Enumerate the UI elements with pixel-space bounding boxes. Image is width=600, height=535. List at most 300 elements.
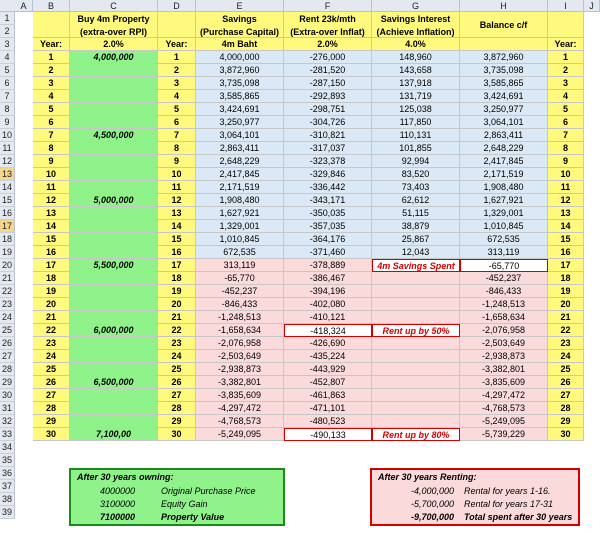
property-value-cell[interactable]: 4,000,000: [70, 51, 158, 64]
balance-cell[interactable]: 1,627,921: [460, 194, 548, 207]
interest-cell[interactable]: 51,115: [372, 207, 460, 220]
balance-cell[interactable]: 672,535: [460, 233, 548, 246]
header-year-right[interactable]: Year:: [548, 38, 584, 51]
row-header-16[interactable]: 16: [0, 207, 15, 220]
property-value-cell[interactable]: 4,500,000: [70, 129, 158, 142]
year-cell[interactable]: 8: [158, 142, 196, 155]
balance-cell[interactable]: 2,648,229: [460, 142, 548, 155]
balance-cell[interactable]: -5,739,229: [460, 428, 548, 441]
year-cell[interactable]: 3: [33, 77, 70, 90]
savings-cell[interactable]: 1,329,001: [196, 220, 284, 233]
balance-cell[interactable]: 313,119: [460, 246, 548, 259]
year-cell[interactable]: 2: [33, 64, 70, 77]
header-buy-property-line2[interactable]: (extra-over RPI): [70, 26, 158, 38]
row-header-17[interactable]: 17: [0, 220, 15, 233]
year-cell[interactable]: 14: [33, 220, 70, 233]
interest-cell[interactable]: [372, 363, 460, 376]
rent-cell[interactable]: -323,378: [284, 155, 372, 168]
year-cell[interactable]: 1: [548, 51, 584, 64]
savings-cell[interactable]: -452,237: [196, 285, 284, 298]
balance-cell[interactable]: 3,064,101: [460, 116, 548, 129]
savings-cell[interactable]: 3,424,691: [196, 103, 284, 116]
savings-cell[interactable]: 3,872,960: [196, 64, 284, 77]
row-header-24[interactable]: 24: [0, 311, 15, 324]
header-balance[interactable]: Balance c/f: [460, 12, 548, 38]
balance-cell[interactable]: 2,863,411: [460, 129, 548, 142]
property-value-cell[interactable]: [70, 350, 158, 363]
year-cell[interactable]: 24: [548, 350, 584, 363]
year-cell[interactable]: 26: [548, 376, 584, 389]
year-cell[interactable]: 27: [158, 389, 196, 402]
annotation-note[interactable]: Rent up by 80%: [372, 428, 460, 441]
year-cell[interactable]: 26: [158, 376, 196, 389]
row-header-10[interactable]: 10: [0, 129, 15, 142]
rent-cell[interactable]: -292,893: [284, 90, 372, 103]
balance-cell[interactable]: -452,237: [460, 272, 548, 285]
year-cell[interactable]: 24: [158, 350, 196, 363]
year-cell[interactable]: 16: [158, 246, 196, 259]
year-cell[interactable]: 17: [33, 259, 70, 272]
property-value-cell[interactable]: [70, 233, 158, 246]
savings-cell[interactable]: 1,627,921: [196, 207, 284, 220]
year-cell[interactable]: 4: [158, 90, 196, 103]
interest-cell[interactable]: 62,612: [372, 194, 460, 207]
row-header-28[interactable]: 28: [0, 363, 15, 376]
year-cell[interactable]: 17: [158, 259, 196, 272]
balance-cell[interactable]: -4,768,573: [460, 402, 548, 415]
owning-value-2[interactable]: 3100000: [99, 499, 135, 509]
property-value-cell[interactable]: 6,500,000: [70, 376, 158, 389]
year-cell[interactable]: 6: [158, 116, 196, 129]
column-header-g[interactable]: G: [372, 0, 460, 12]
row-header-18[interactable]: 18: [0, 233, 15, 246]
interest-cell[interactable]: 92,994: [372, 155, 460, 168]
rent-cell[interactable]: -490,133: [284, 428, 372, 441]
property-value-cell[interactable]: [70, 168, 158, 181]
year-cell[interactable]: 30: [548, 428, 584, 441]
year-cell[interactable]: 4: [33, 90, 70, 103]
savings-cell[interactable]: 1,010,845: [196, 233, 284, 246]
row-header-5[interactable]: 5: [0, 64, 15, 77]
property-value-cell[interactable]: [70, 311, 158, 324]
property-value-cell[interactable]: [70, 142, 158, 155]
savings-cell[interactable]: 1,908,480: [196, 194, 284, 207]
rent-cell[interactable]: -357,035: [284, 220, 372, 233]
property-value-cell[interactable]: [70, 246, 158, 259]
column-header-e[interactable]: E: [196, 0, 284, 12]
row-header-12[interactable]: 12: [0, 155, 15, 168]
year-cell[interactable]: 1: [33, 51, 70, 64]
property-value-cell[interactable]: 5,000,000: [70, 194, 158, 207]
interest-cell[interactable]: [372, 298, 460, 311]
row-header-15[interactable]: 15: [0, 194, 15, 207]
savings-cell[interactable]: -1,248,513: [196, 311, 284, 324]
savings-cell[interactable]: 3,735,098: [196, 77, 284, 90]
savings-cell[interactable]: 672,535: [196, 246, 284, 259]
row-header-31[interactable]: 31: [0, 402, 15, 415]
row-header-1[interactable]: 1: [0, 12, 15, 25]
property-value-cell[interactable]: 7,100,00: [70, 428, 158, 441]
balance-cell[interactable]: -65,770: [460, 259, 548, 272]
savings-cell[interactable]: 313,119: [196, 259, 284, 272]
year-cell[interactable]: 9: [33, 155, 70, 168]
header-year-mid[interactable]: Year:: [158, 38, 196, 51]
interest-cell[interactable]: 73,403: [372, 181, 460, 194]
interest-cell[interactable]: 143,658: [372, 64, 460, 77]
year-cell[interactable]: 23: [33, 337, 70, 350]
row-header-4[interactable]: 4: [0, 51, 15, 64]
year-cell[interactable]: 11: [158, 181, 196, 194]
rent-cell[interactable]: -394,196: [284, 285, 372, 298]
balance-cell[interactable]: 2,171,519: [460, 168, 548, 181]
balance-cell[interactable]: -1,248,513: [460, 298, 548, 311]
savings-cell[interactable]: -4,297,472: [196, 402, 284, 415]
balance-cell[interactable]: 3,585,865: [460, 77, 548, 90]
rent-cell[interactable]: -317,037: [284, 142, 372, 155]
row-header-35[interactable]: 35: [0, 454, 15, 467]
header-buy-property-rate[interactable]: 2.0%: [70, 38, 158, 51]
row-header-8[interactable]: 8: [0, 103, 15, 116]
property-value-cell[interactable]: [70, 272, 158, 285]
rent-cell[interactable]: -281,520: [284, 64, 372, 77]
column-header-i[interactable]: I: [548, 0, 584, 12]
year-cell[interactable]: 5: [33, 103, 70, 116]
property-value-cell[interactable]: [70, 181, 158, 194]
header-year-left[interactable]: Year:: [33, 38, 70, 51]
year-cell[interactable]: 20: [548, 298, 584, 311]
row-header-36[interactable]: 36: [0, 467, 15, 480]
year-cell[interactable]: 25: [158, 363, 196, 376]
renting-value-1[interactable]: -4,000,000: [410, 486, 454, 496]
owning-label-3[interactable]: Property Value: [161, 512, 225, 522]
interest-cell[interactable]: 101,855: [372, 142, 460, 155]
year-cell[interactable]: 3: [548, 77, 584, 90]
rent-cell[interactable]: -418,324: [284, 324, 372, 337]
savings-cell[interactable]: -3,382,801: [196, 376, 284, 389]
owning-value-3[interactable]: 7100000: [99, 512, 135, 522]
balance-cell[interactable]: 3,735,098: [460, 64, 548, 77]
header-buy-property-line1[interactable]: Buy 4m Property: [70, 12, 158, 26]
row-header-27[interactable]: 27: [0, 350, 15, 363]
balance-cell[interactable]: 3,424,691: [460, 90, 548, 103]
year-cell[interactable]: 2: [548, 64, 584, 77]
year-cell[interactable]: 3: [158, 77, 196, 90]
row-header-29[interactable]: 29: [0, 376, 15, 389]
owning-summary-title[interactable]: After 30 years owning:: [77, 472, 174, 482]
property-value-cell[interactable]: 6,000,000: [70, 324, 158, 337]
year-cell[interactable]: 10: [548, 168, 584, 181]
year-cell[interactable]: 11: [548, 181, 584, 194]
property-value-cell[interactable]: [70, 363, 158, 376]
row-header-14[interactable]: 14: [0, 181, 15, 194]
rent-cell[interactable]: -336,442: [284, 181, 372, 194]
savings-cell[interactable]: -4,768,573: [196, 415, 284, 428]
savings-cell[interactable]: 3,585,865: [196, 90, 284, 103]
year-cell[interactable]: 29: [548, 415, 584, 428]
owning-label-2[interactable]: Equity Gain: [161, 499, 208, 509]
year-cell[interactable]: 25: [548, 363, 584, 376]
year-cell[interactable]: 28: [158, 402, 196, 415]
column-header-j[interactable]: J: [584, 0, 600, 12]
rent-cell[interactable]: -402,080: [284, 298, 372, 311]
header-year-left-spacer[interactable]: [33, 12, 70, 38]
header-interest-rate[interactable]: 4.0%: [372, 38, 460, 51]
interest-cell[interactable]: 12,043: [372, 246, 460, 259]
interest-cell[interactable]: [372, 337, 460, 350]
year-cell[interactable]: 9: [158, 155, 196, 168]
row-header-30[interactable]: 30: [0, 389, 15, 402]
year-cell[interactable]: 8: [548, 142, 584, 155]
renting-value-3[interactable]: -9,700,000: [410, 512, 454, 522]
header-savings-line1[interactable]: Savings: [196, 12, 284, 26]
property-value-cell[interactable]: [70, 389, 158, 402]
row-header-25[interactable]: 25: [0, 324, 15, 337]
row-header-38[interactable]: 38: [0, 493, 15, 506]
property-value-cell[interactable]: [70, 337, 158, 350]
rent-cell[interactable]: -329,846: [284, 168, 372, 181]
savings-cell[interactable]: -2,503,649: [196, 350, 284, 363]
year-cell[interactable]: 27: [548, 389, 584, 402]
balance-cell[interactable]: -5,249,095: [460, 415, 548, 428]
header-rent-line1[interactable]: Rent 23k/mth: [284, 12, 372, 26]
savings-cell[interactable]: 2,171,519: [196, 181, 284, 194]
balance-cell[interactable]: -2,938,873: [460, 350, 548, 363]
row-header-26[interactable]: 26: [0, 337, 15, 350]
year-cell[interactable]: 23: [548, 337, 584, 350]
header-interest-line1[interactable]: Savings Interest: [372, 12, 460, 26]
year-cell[interactable]: 6: [548, 116, 584, 129]
year-cell[interactable]: 14: [548, 220, 584, 233]
property-value-cell[interactable]: [70, 155, 158, 168]
row-header-6[interactable]: 6: [0, 77, 15, 90]
interest-cell[interactable]: 131,719: [372, 90, 460, 103]
rent-cell[interactable]: -378,889: [284, 259, 372, 272]
savings-cell[interactable]: 4,000,000: [196, 51, 284, 64]
year-cell[interactable]: 28: [548, 402, 584, 415]
rent-cell[interactable]: -371,460: [284, 246, 372, 259]
year-cell[interactable]: 22: [158, 324, 196, 337]
year-cell[interactable]: 17: [548, 259, 584, 272]
balance-cell[interactable]: -2,503,649: [460, 337, 548, 350]
balance-cell[interactable]: -4,297,472: [460, 389, 548, 402]
year-cell[interactable]: 19: [33, 285, 70, 298]
rent-cell[interactable]: -480,523: [284, 415, 372, 428]
row-header-32[interactable]: 32: [0, 415, 15, 428]
year-cell[interactable]: 4: [548, 90, 584, 103]
interest-cell[interactable]: 110,131: [372, 129, 460, 142]
savings-cell[interactable]: -5,249,095: [196, 428, 284, 441]
row-header-20[interactable]: 20: [0, 259, 15, 272]
year-cell[interactable]: 18: [33, 272, 70, 285]
rent-cell[interactable]: -310,821: [284, 129, 372, 142]
column-header-a[interactable]: A: [15, 0, 33, 12]
property-value-cell[interactable]: [70, 220, 158, 233]
year-cell[interactable]: 5: [548, 103, 584, 116]
interest-cell[interactable]: 148,960: [372, 51, 460, 64]
savings-cell[interactable]: -65,770: [196, 272, 284, 285]
year-cell[interactable]: 16: [33, 246, 70, 259]
year-cell[interactable]: 7: [33, 129, 70, 142]
year-cell[interactable]: 20: [33, 298, 70, 311]
owning-value-1[interactable]: 4000000: [99, 486, 135, 496]
rent-cell[interactable]: -287,150: [284, 77, 372, 90]
year-cell[interactable]: 15: [33, 233, 70, 246]
year-cell[interactable]: 28: [33, 402, 70, 415]
year-cell[interactable]: 1: [158, 51, 196, 64]
row-header-2[interactable]: 2: [0, 25, 15, 38]
year-cell[interactable]: 13: [548, 207, 584, 220]
interest-cell[interactable]: [372, 285, 460, 298]
year-cell[interactable]: 18: [548, 272, 584, 285]
year-cell[interactable]: 10: [33, 168, 70, 181]
annotation-note[interactable]: Rent up by 50%: [372, 324, 460, 337]
year-cell[interactable]: 12: [158, 194, 196, 207]
savings-cell[interactable]: 3,250,977: [196, 116, 284, 129]
balance-cell[interactable]: 3,250,977: [460, 103, 548, 116]
column-header-h[interactable]: H: [460, 0, 548, 12]
property-value-cell[interactable]: [70, 103, 158, 116]
rent-cell[interactable]: -304,726: [284, 116, 372, 129]
year-cell[interactable]: 15: [158, 233, 196, 246]
savings-cell[interactable]: 2,417,845: [196, 168, 284, 181]
year-cell[interactable]: 15: [548, 233, 584, 246]
row-header-39[interactable]: 39: [0, 506, 15, 519]
rent-cell[interactable]: -435,224: [284, 350, 372, 363]
interest-cell[interactable]: 137,918: [372, 77, 460, 90]
year-cell[interactable]: 24: [33, 350, 70, 363]
row-header-3[interactable]: 3: [0, 38, 15, 51]
balance-cell[interactable]: -2,076,958: [460, 324, 548, 337]
rent-cell[interactable]: -452,807: [284, 376, 372, 389]
renting-label-3[interactable]: Total spent after 30 years: [464, 512, 573, 522]
renting-value-2[interactable]: -5,700,000: [410, 499, 454, 509]
year-cell[interactable]: 22: [33, 324, 70, 337]
rent-cell[interactable]: -343,171: [284, 194, 372, 207]
year-cell[interactable]: 7: [548, 129, 584, 142]
savings-cell[interactable]: -3,835,609: [196, 389, 284, 402]
header-year-right-spacer[interactable]: [548, 12, 584, 38]
year-cell[interactable]: 12: [548, 194, 584, 207]
column-header-b[interactable]: B: [33, 0, 70, 12]
year-cell[interactable]: 23: [158, 337, 196, 350]
year-cell[interactable]: 22: [548, 324, 584, 337]
year-cell[interactable]: 29: [158, 415, 196, 428]
property-value-cell[interactable]: [70, 90, 158, 103]
year-cell[interactable]: 13: [33, 207, 70, 220]
header-year-mid-spacer[interactable]: [158, 12, 196, 38]
interest-cell[interactable]: 83,520: [372, 168, 460, 181]
savings-cell[interactable]: -846,433: [196, 298, 284, 311]
year-cell[interactable]: 9: [548, 155, 584, 168]
annotation-note[interactable]: 4m Savings Spent: [372, 259, 460, 272]
header-balance-blank[interactable]: [460, 38, 548, 51]
row-header-23[interactable]: 23: [0, 298, 15, 311]
savings-cell[interactable]: 2,863,411: [196, 142, 284, 155]
interest-cell[interactable]: 38,879: [372, 220, 460, 233]
property-value-cell[interactable]: [70, 207, 158, 220]
rent-cell[interactable]: -461,863: [284, 389, 372, 402]
property-value-cell[interactable]: [70, 415, 158, 428]
year-cell[interactable]: 10: [158, 168, 196, 181]
header-savings-amount[interactable]: 4m Baht: [196, 38, 284, 51]
interest-cell[interactable]: [372, 389, 460, 402]
column-header-c[interactable]: C: [70, 0, 158, 12]
row-header-21[interactable]: 21: [0, 272, 15, 285]
year-cell[interactable]: 20: [158, 298, 196, 311]
balance-cell[interactable]: -846,433: [460, 285, 548, 298]
header-rent-line2[interactable]: (Extra-over Inflat): [284, 26, 372, 38]
interest-cell[interactable]: 117,850: [372, 116, 460, 129]
column-header-d[interactable]: D: [158, 0, 196, 12]
interest-cell[interactable]: [372, 402, 460, 415]
year-cell[interactable]: 16: [548, 246, 584, 259]
property-value-cell[interactable]: [70, 77, 158, 90]
rent-cell[interactable]: -364,176: [284, 233, 372, 246]
interest-cell[interactable]: [372, 350, 460, 363]
property-value-cell[interactable]: 5,500,000: [70, 259, 158, 272]
year-cell[interactable]: 26: [33, 376, 70, 389]
year-cell[interactable]: 19: [548, 285, 584, 298]
balance-cell[interactable]: -1,658,634: [460, 311, 548, 324]
owning-label-1[interactable]: Original Purchase Price: [161, 486, 256, 496]
row-header-13[interactable]: 13: [0, 168, 15, 181]
interest-cell[interactable]: 25,867: [372, 233, 460, 246]
year-cell[interactable]: 27: [33, 389, 70, 402]
year-cell[interactable]: 6: [33, 116, 70, 129]
year-cell[interactable]: 14: [158, 220, 196, 233]
interest-cell[interactable]: 125,038: [372, 103, 460, 116]
row-header-33[interactable]: 33: [0, 428, 15, 441]
property-value-cell[interactable]: [70, 402, 158, 415]
year-cell[interactable]: 21: [158, 311, 196, 324]
savings-cell[interactable]: 2,648,229: [196, 155, 284, 168]
balance-cell[interactable]: -3,835,609: [460, 376, 548, 389]
renting-label-2[interactable]: Rental for years 17-31: [464, 499, 554, 509]
row-header-22[interactable]: 22: [0, 285, 15, 298]
balance-cell[interactable]: 1,908,480: [460, 181, 548, 194]
row-header-19[interactable]: 19: [0, 246, 15, 259]
rent-cell[interactable]: -298,751: [284, 103, 372, 116]
year-cell[interactable]: 19: [158, 285, 196, 298]
year-cell[interactable]: 29: [33, 415, 70, 428]
year-cell[interactable]: 2: [158, 64, 196, 77]
property-value-cell[interactable]: [70, 64, 158, 77]
balance-cell[interactable]: 1,329,001: [460, 207, 548, 220]
savings-cell[interactable]: -2,076,958: [196, 337, 284, 350]
rent-cell[interactable]: -426,690: [284, 337, 372, 350]
row-header-7[interactable]: 7: [0, 90, 15, 103]
year-cell[interactable]: 8: [33, 142, 70, 155]
row-header-37[interactable]: 37: [0, 480, 15, 493]
balance-cell[interactable]: 2,417,845: [460, 155, 548, 168]
year-cell[interactable]: 21: [33, 311, 70, 324]
renting-summary-title[interactable]: After 30 years Renting:: [378, 472, 477, 482]
interest-cell[interactable]: [372, 311, 460, 324]
year-cell[interactable]: 21: [548, 311, 584, 324]
property-value-cell[interactable]: [70, 298, 158, 311]
year-cell[interactable]: 13: [158, 207, 196, 220]
column-header-f[interactable]: F: [284, 0, 372, 12]
interest-cell[interactable]: [372, 376, 460, 389]
savings-cell[interactable]: -1,658,634: [196, 324, 284, 337]
year-cell[interactable]: 12: [33, 194, 70, 207]
balance-cell[interactable]: 1,010,845: [460, 220, 548, 233]
balance-cell[interactable]: 3,872,960: [460, 51, 548, 64]
property-value-cell[interactable]: [70, 285, 158, 298]
year-cell[interactable]: 11: [33, 181, 70, 194]
header-savings-line2[interactable]: (Purchase Capital): [196, 26, 284, 38]
row-header-11[interactable]: 11: [0, 142, 15, 155]
